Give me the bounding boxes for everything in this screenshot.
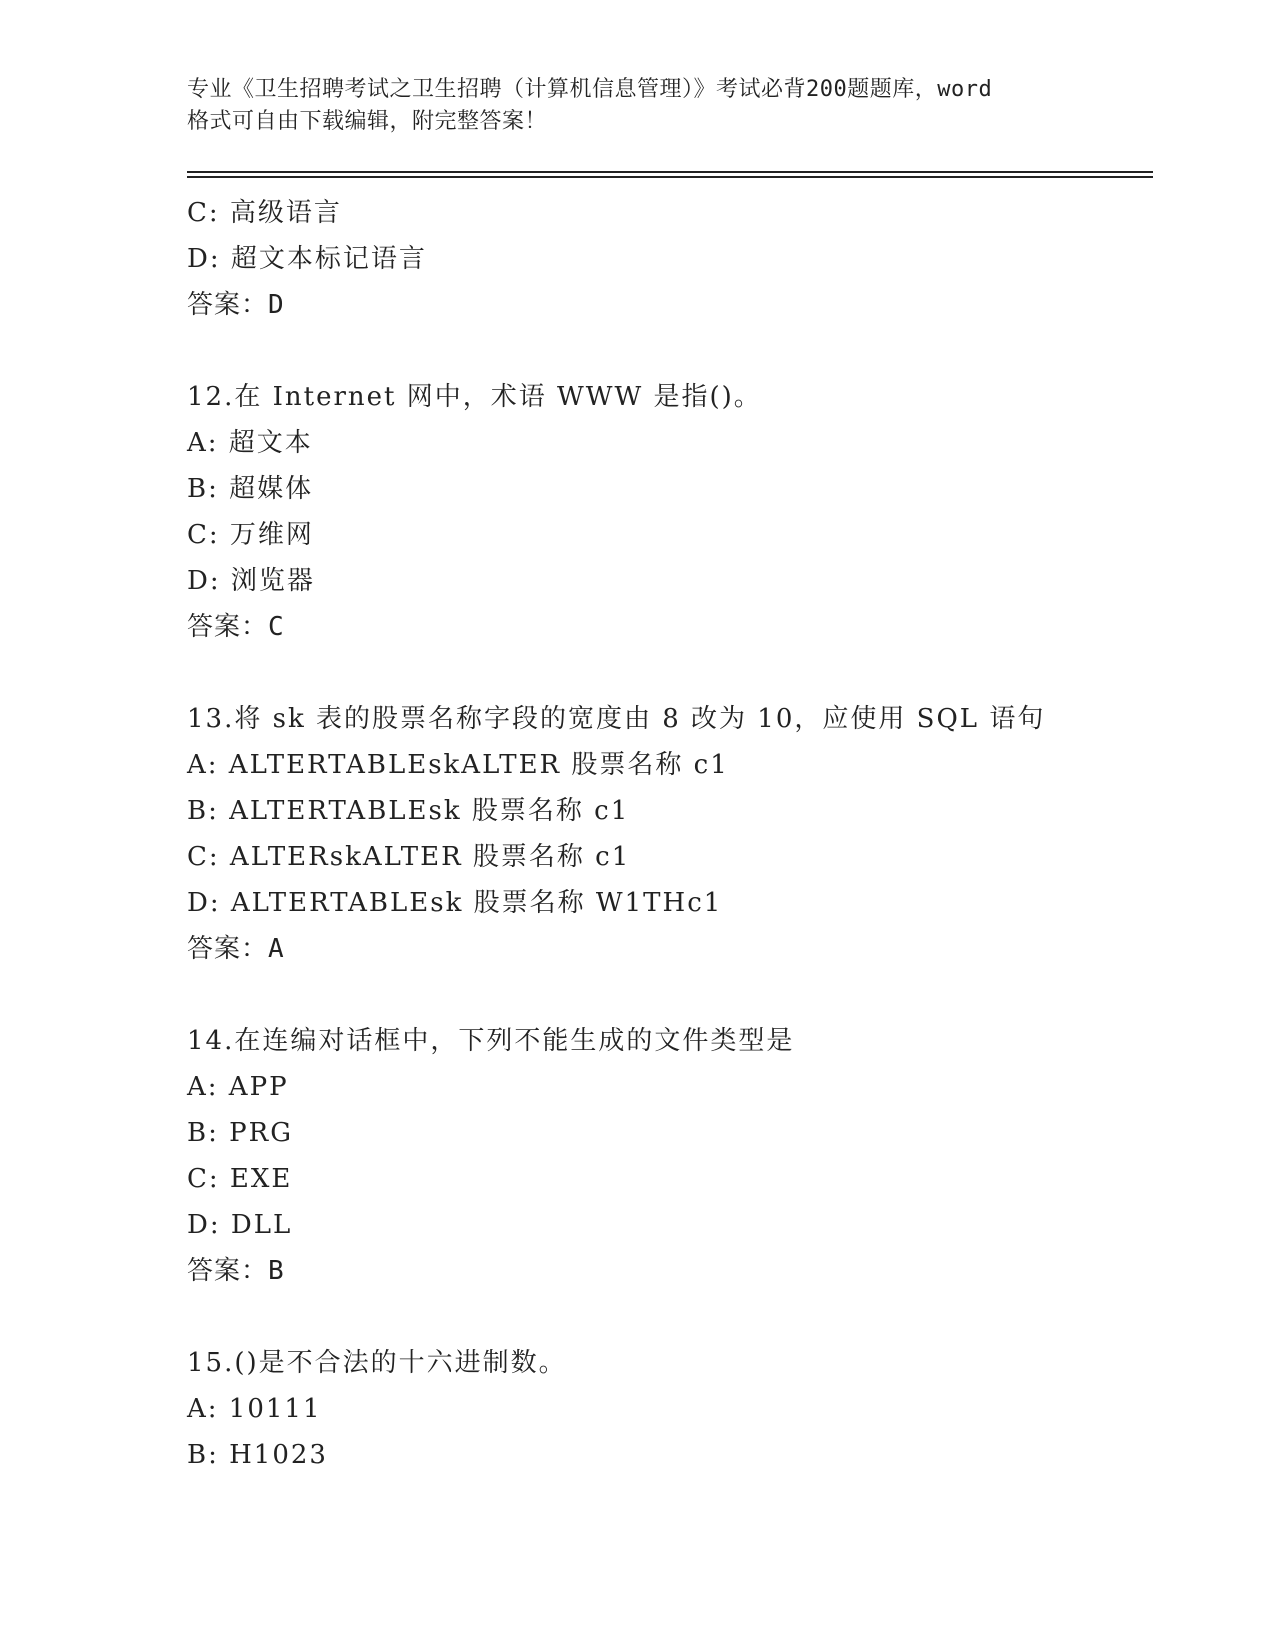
header-divider-bottom [187, 176, 1153, 178]
question-fragment [187, 190, 1187, 328]
option-b: B: 超媒体 [187, 474, 314, 504]
option-b: B: ALTERTABLEsk 股票名称 c1 [187, 796, 630, 826]
question-text: 13.将 sk 表的股票名称字段的宽度由 8 改为 10，应使用 SQL 语句 [187, 704, 1046, 734]
option-d: D: ALTERTABLEsk 股票名称 W1THc1 [187, 888, 723, 918]
header-divider-top [187, 171, 1153, 173]
document-header [187, 74, 1087, 138]
option-a: A: ALTERTABLEskALTER 股票名称 c1 [187, 750, 729, 780]
answer-line: 答案：D [187, 290, 285, 320]
question-13 [187, 696, 1187, 972]
question-text: 14.在连编对话框中，下列不能生成的文件类型是 [187, 1026, 795, 1056]
question-text: 12.在 Internet 网中，术语 WWW 是指()。 [187, 382, 762, 412]
option-c: C: EXE [187, 1164, 293, 1194]
option-c: C: 高级语言 [187, 198, 342, 228]
answer-line: 答案：B [187, 1256, 285, 1286]
option-b: B: H1023 [187, 1440, 328, 1470]
option-c: C: 万维网 [187, 520, 314, 550]
answer-line: 答案：C [187, 612, 285, 642]
question-15 [187, 1340, 1187, 1478]
option-a: A: 10111 [187, 1394, 322, 1424]
answer-line: 答案：A [187, 934, 285, 964]
header-line-1: 专业《卫生招聘考试之卫生招聘（计算机信息管理）》考试必背200题题库，word [187, 77, 993, 102]
question-text: 15.()是不合法的十六进制数。 [187, 1348, 567, 1378]
option-a: A: APP [187, 1072, 289, 1102]
option-d: D: 超文本标记语言 [187, 244, 427, 274]
question-12 [187, 374, 1187, 650]
option-d: D: 浏览器 [187, 566, 315, 596]
option-a: A: 超文本 [187, 428, 313, 458]
option-d: D: DLL [187, 1210, 293, 1240]
question-list [187, 190, 1187, 1478]
option-c: C: ALTERskALTER 股票名称 c1 [187, 842, 631, 872]
option-b: B: PRG [187, 1118, 293, 1148]
header-line-2: 格式可自由下载编辑，附完整答案！ [187, 109, 548, 134]
question-14 [187, 1018, 1187, 1294]
